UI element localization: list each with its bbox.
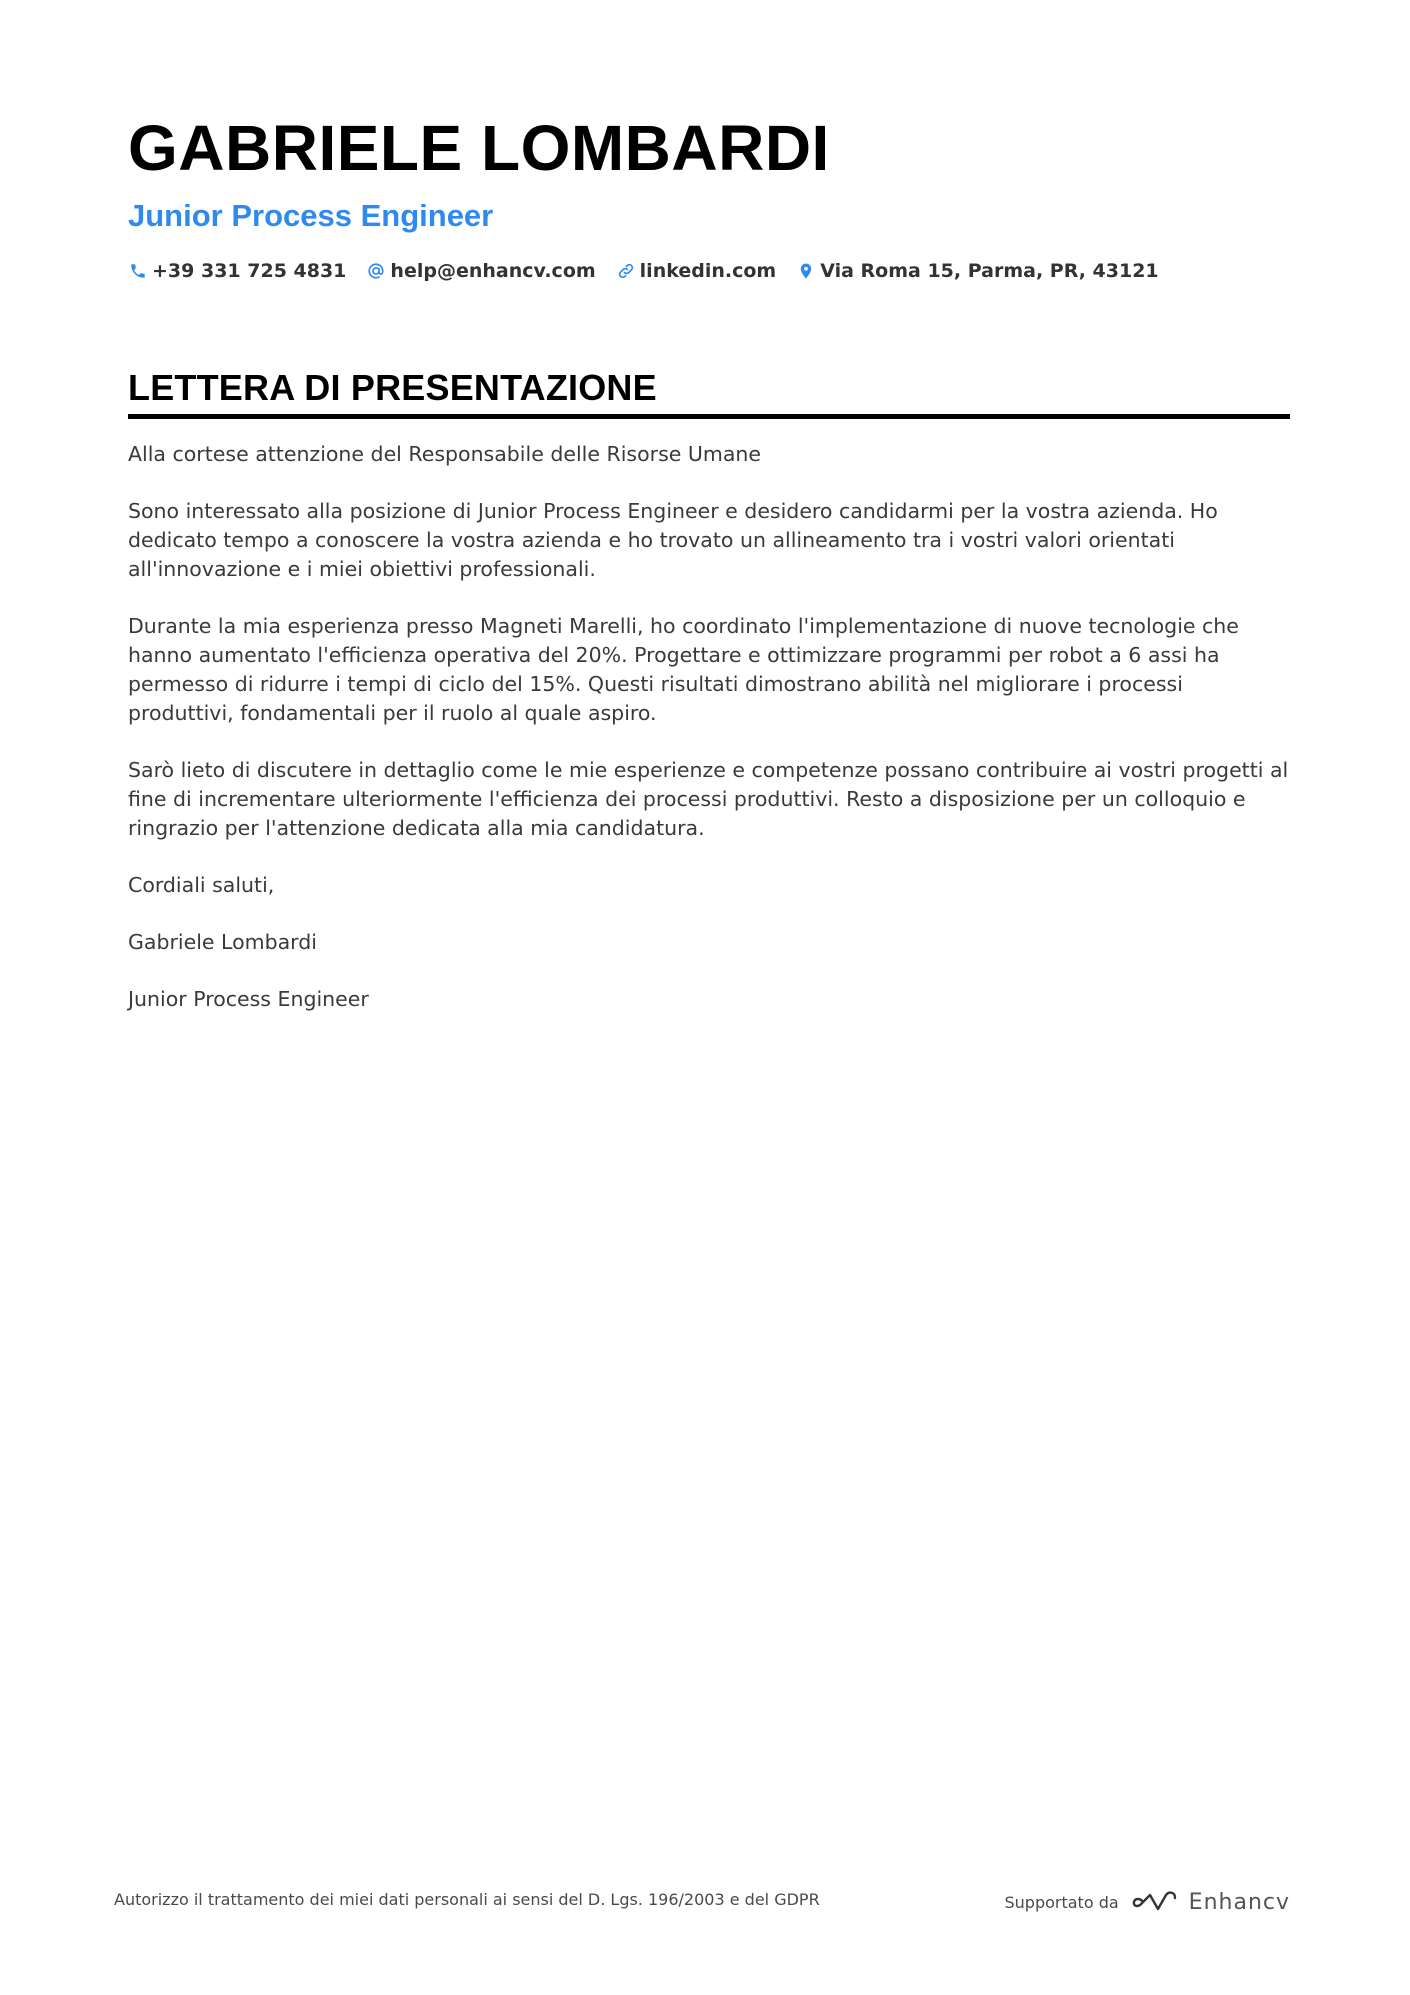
powered-by[interactable]	[1005, 1884, 1291, 1920]
contact-address	[796, 260, 1158, 282]
letter-body	[128, 440, 1290, 1042]
section-title: LETTERA DI PRESENTAZIONE	[128, 367, 657, 408]
letter-salutation: Alla cortese attenzione del Responsabile delle Risorse Umane	[128, 442, 762, 466]
privacy-note: Autorizzo il trattamento dei miei dati personali ai sensi del D. Lgs. 196/2003 e del GDPR	[114, 1890, 820, 1909]
contact-phone-text: +39 331 725 4831	[152, 260, 347, 282]
contact-bar	[128, 256, 1290, 286]
phone-icon	[128, 261, 148, 281]
location-pin-icon	[796, 261, 816, 281]
contact-linkedin[interactable]	[616, 260, 777, 282]
header	[128, 108, 1290, 286]
letter-paragraph: Sono interessato alla posizione di Junior Process Engineer e desidero candidarmi per la vostra azienda. Ho dedicato tempo a conoscere la vostra azienda e ho trovato un allineamento tra i vostri valori orientati all'innovazione e i miei obiettivi professionali.	[128, 499, 1218, 581]
letter-closing: Cordiali saluti,	[128, 873, 275, 897]
letter-paragraph: Sarò lieto di discutere in dettaglio come le mie esperienze e competenze possano contribuire ai vostri progetti al fine di incrementare ulteriormente l'efficienza dei processi produttivi. Resto a disposizione per un colloquio e ringrazio per l'attenzione dedicata alla mia candidatura.	[128, 758, 1289, 840]
powered-by-label: Supportato da	[1004, 1892, 1119, 1912]
letter-paragraph: Durante la mia esperienza presso Magneti Marelli, ho coordinato l'implementazione di nuove tecnologie che hanno aumentato l'efficienza operativa del 20%. Progettare e ottimizzare programmi per robot a 6 assi ha permesso di ridurre i tempi di ciclo del 15%. Questi risultati dimostrano abilità nel migliorare i processi produttivi, fondamentali per il ruolo al quale aspiro.	[128, 614, 1239, 725]
enhancv-logo-icon	[1131, 1888, 1179, 1916]
section-divider	[128, 414, 1290, 419]
at-icon	[366, 261, 386, 281]
letter-signature-title: Junior Process Engineer	[128, 987, 369, 1011]
letter-signature-name: Gabriele Lombardi	[128, 930, 317, 954]
contact-address-text: Via Roma 15, Parma, PR, 43121	[820, 260, 1159, 282]
section-heading	[128, 364, 1290, 419]
contact-email-text: help@enhancv.com	[390, 260, 596, 282]
contact-email[interactable]	[366, 260, 595, 282]
link-icon	[616, 261, 636, 281]
contact-phone[interactable]	[128, 260, 346, 282]
job-title: Junior Process Engineer	[128, 198, 494, 233]
footer	[114, 1884, 1290, 1920]
candidate-name: GABRIELE LOMBARDI	[128, 112, 830, 184]
brand-name: Enhancv	[1188, 1889, 1290, 1915]
contact-linkedin-text: linkedin.com	[639, 260, 777, 282]
